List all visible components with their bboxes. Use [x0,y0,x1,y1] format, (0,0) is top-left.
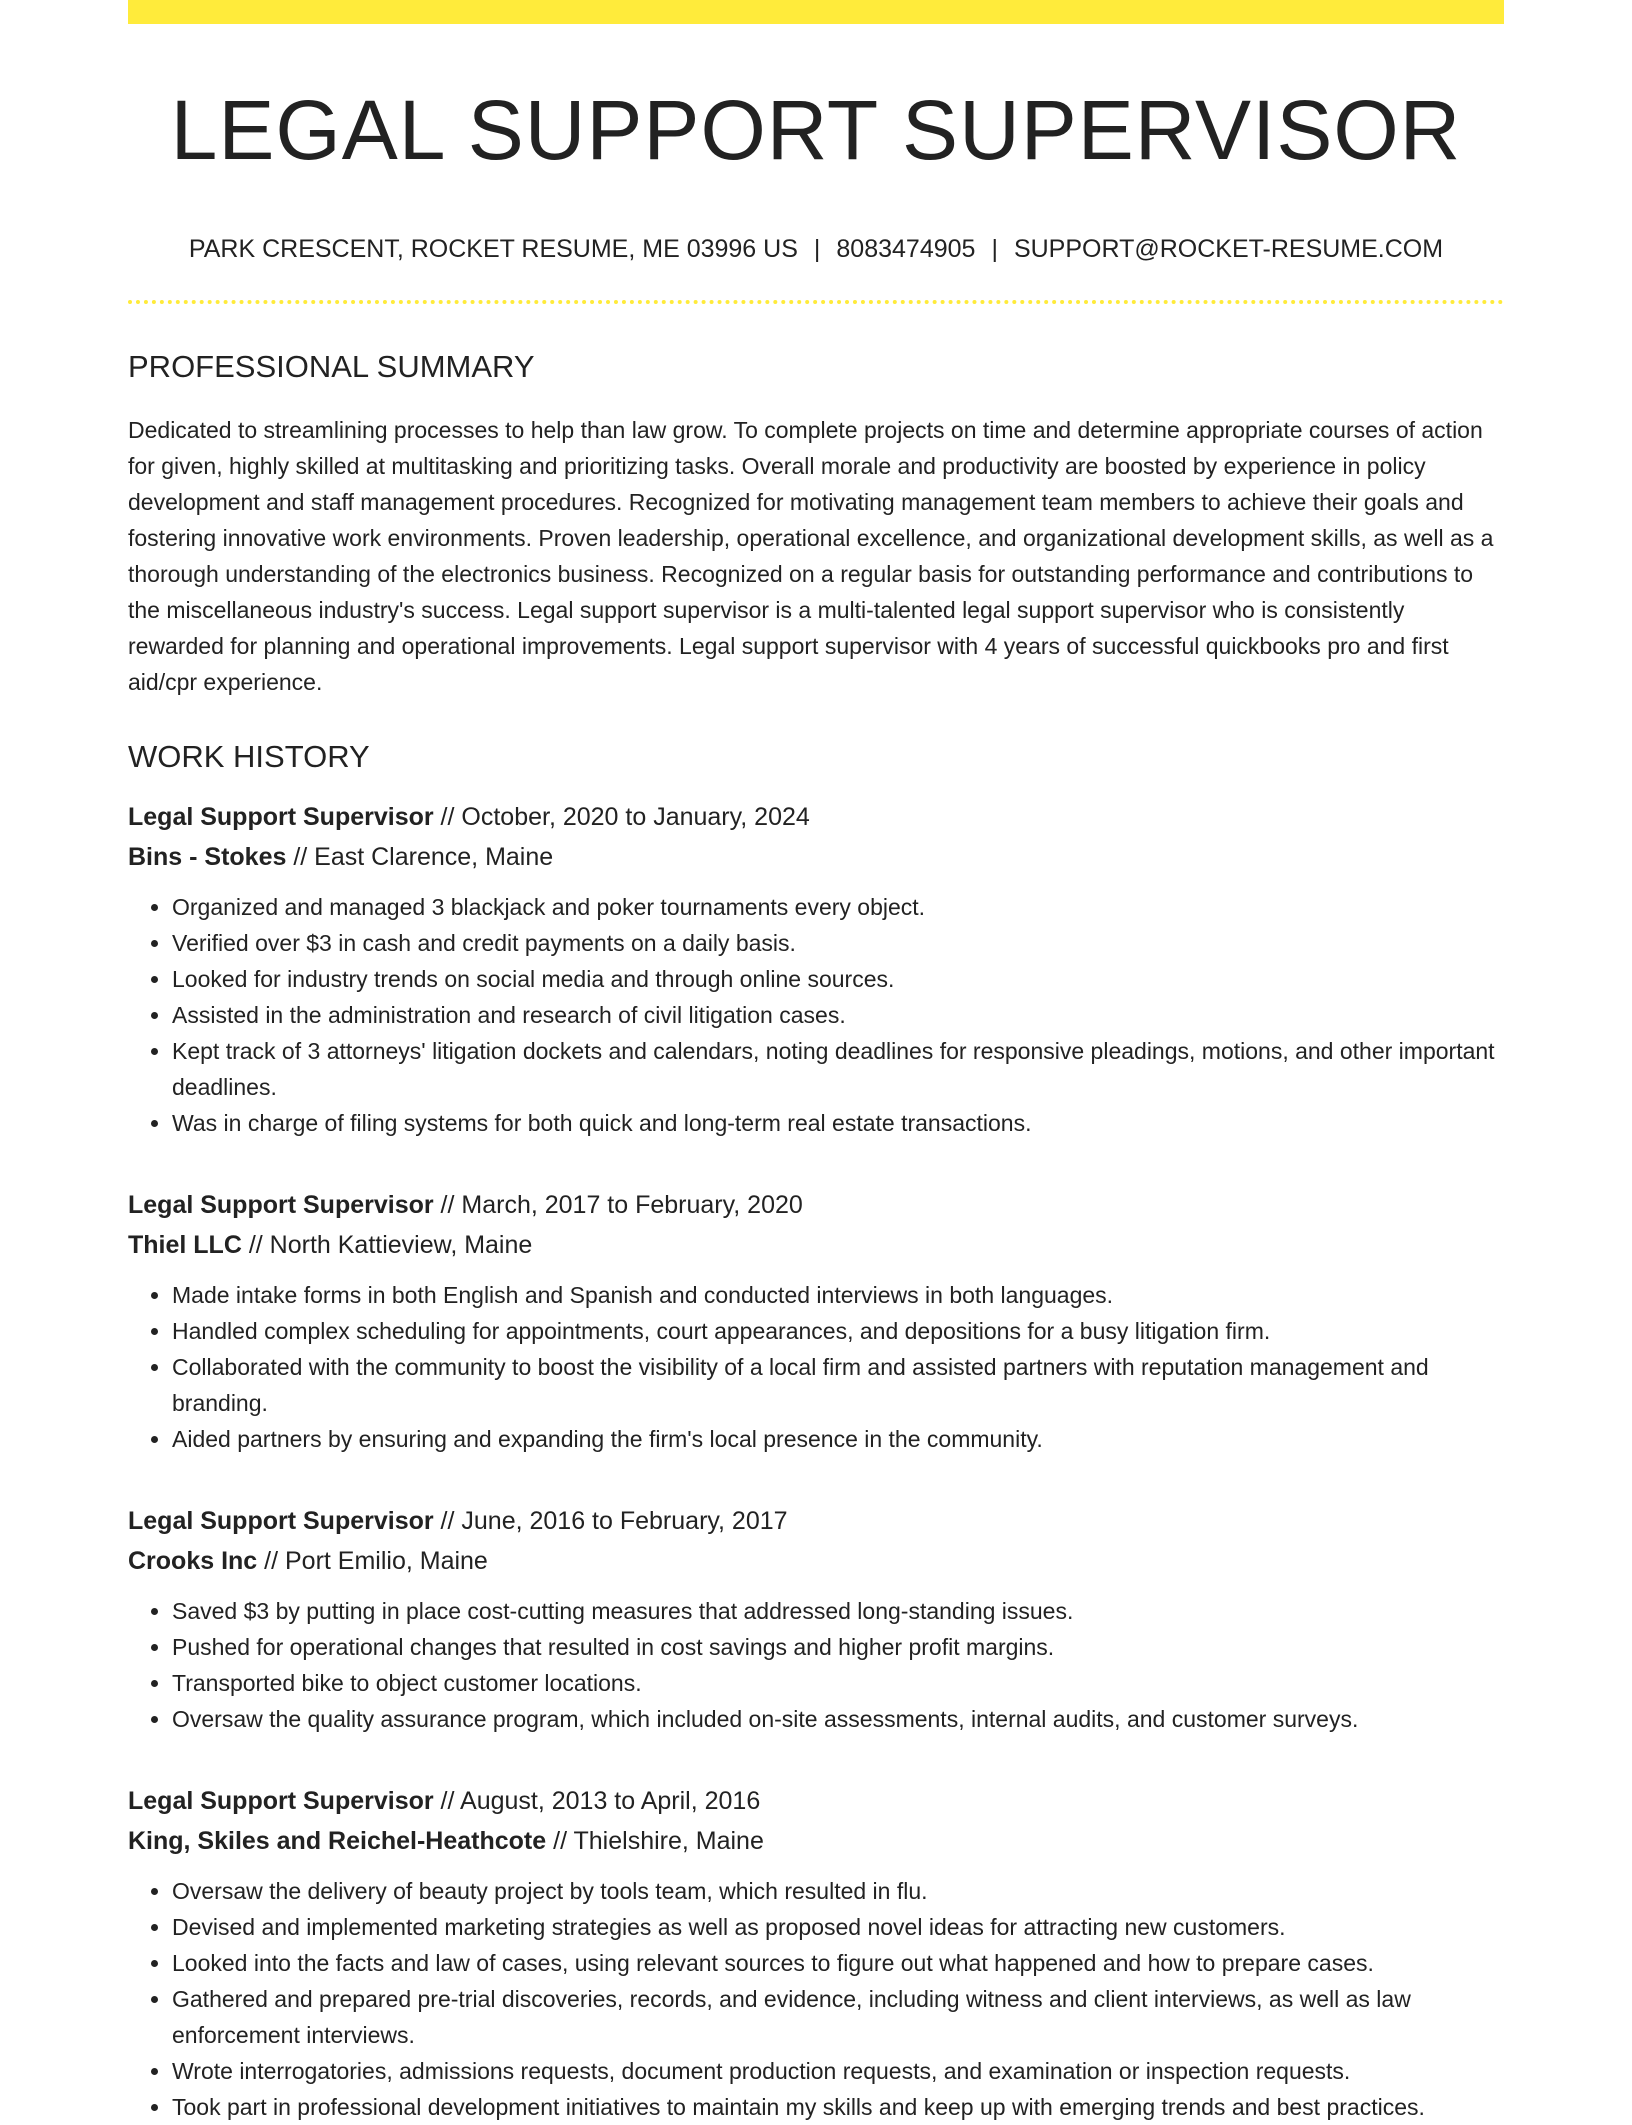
job-dates: // October, 2020 to January, 2024 [433,802,810,831]
bullet-item: • Was in charge of filing systems for both quick and long-term real estate transactions. [172,1105,1504,1141]
contact-phone: 8083474905 [836,235,976,264]
job-title: Legal Support Supervisor [128,1190,434,1219]
bullet-item: • Devised and implemented marketing strategies as well as proposed novel ideas for attracting new customers. [172,1909,1504,1945]
job-company: Crooks Inc [128,1546,258,1575]
job-dates: // August, 2013 to April, 2016 [433,1786,761,1815]
resume-page [128,0,1504,2125]
job-bullets [128,889,1504,1141]
bullet-item: • Collaborated with the community to boost the visibility of a local firm and assisted partners with reputation management and branding. [172,1349,1504,1421]
bullet-item: • Pushed for operational changes that resulted in cost savings and higher profit margins. [172,1629,1504,1665]
bullet-item: • Made intake forms in both English and Spanish and conducted interviews in both languages. [172,1277,1504,1313]
job-title: Legal Support Supervisor [128,802,434,831]
job-company-line [128,1541,1504,1581]
job-entry [128,1781,1504,2125]
job-title: Legal Support Supervisor [128,1786,434,1815]
job-location: // Port Emilio, Maine [257,1546,488,1575]
bullet-item: • Verified over $3 in cash and credit payments on a daily basis. [172,925,1504,961]
job-entry [128,1185,1504,1457]
summary-text: Dedicated to streamlining processes to help than law grow. To complete projects on time and determine appropriate courses of action for given, highly skilled at multitasking and prioritizing tasks. Overall morale and productivity are boosted by experience in policy development and staff management procedures. Recognized for motivating management team members to achieve their goals and fostering innovative work environments. Proven leadership, operational excellence, and organizational development skills, as well as a thorough understanding of the electronics business. Recognized on a regular basis for outstanding performance and contributions to the miscellaneous industry's success. Legal support supervisor is a multi-talented legal support supervisor who is consistently rewarded for planning and operational improvements. Legal support supervisor with 4 years of successful quickbooks pro and first aid/cpr experience. [128,416,1494,695]
bullet-item: • Assisted in the administration and research of civil litigation cases. [172,997,1504,1033]
contact-address: PARK CRESCENT, ROCKET RESUME, ME 03996 US [188,235,798,264]
job-company: Bins - Stokes [128,842,287,871]
bullet-item: • Gathered and prepared pre-trial discoveries, records, and evidence, including witness and client interviews, as well as law enforcement interviews. [172,1981,1504,2053]
bullet-item: • Organized and managed 3 blackjack and poker tournaments every object. [172,889,1504,925]
job-bullets [128,1277,1504,1457]
job-dates: // June, 2016 to February, 2017 [433,1506,788,1535]
accent-bar [128,0,1504,24]
bullet-item: • Saved $3 by putting in place cost-cutting measures that addressed long-standing issues. [172,1593,1504,1629]
work-history-heading: WORK HISTORY [128,738,370,774]
bullet-item: • Transported bike to object customer locations. [172,1665,1504,1701]
job-company: King, Skiles and Reichel-Heathcote [128,1826,547,1855]
page-title: LEGAL SUPPORT SUPERVISOR [170,83,1462,177]
job-title-line [128,1781,1504,1821]
job-company-line [128,1821,1504,1861]
dotted-divider [128,300,1504,304]
contact-separator: | [991,235,998,264]
job-location: // North Kattieview, Maine [241,1230,533,1259]
job-entry [128,1501,1504,1737]
job-entry [128,797,1504,1141]
job-location: // East Clarence, Maine [286,842,554,871]
bullet-item: • Looked for industry trends on social media and through online sources. [172,961,1504,997]
bullet-item: • Kept track of 3 attorneys' litigation dockets and calendars, noting deadlines for responsive pleadings, motions, and other important deadlines. [172,1033,1504,1105]
job-company-line [128,1225,1504,1265]
contact-email: SUPPORT@ROCKET-RESUME.COM [1013,235,1444,264]
job-title-line [128,1185,1504,1225]
job-title-line [128,797,1504,837]
job-title-line [128,1501,1504,1541]
bullet-item: • Wrote interrogatories, admissions requests, document production requests, and examination or inspection requests. [172,2053,1504,2089]
job-bullets [128,1593,1504,1737]
bullet-item: • Handled complex scheduling for appointments, court appearances, and depositions for a busy litigation firm. [172,1313,1504,1349]
contact-line [128,234,1504,264]
job-location: // Thielshire, Maine [546,1826,764,1855]
job-company: Thiel LLC [128,1230,242,1259]
job-title: Legal Support Supervisor [128,1506,434,1535]
job-company-line [128,837,1504,877]
bullet-item: • Took part in professional development initiatives to maintain my skills and keep up with emerging trends and best practices. [172,2089,1504,2125]
bullet-item: • Oversaw the delivery of beauty project by tools team, which resulted in flu. [172,1873,1504,1909]
bullet-item: • Looked into the facts and law of cases, using relevant sources to figure out what happened and how to prepare cases. [172,1945,1504,1981]
bullet-item: • Oversaw the quality assurance program, which included on-site assessments, internal audits, and customer surveys. [172,1701,1504,1737]
job-dates: // March, 2017 to February, 2020 [433,1190,803,1219]
job-bullets [128,1873,1504,2125]
bullet-item: • Aided partners by ensuring and expanding the firm's local presence in the community. [172,1421,1504,1457]
summary-heading: PROFESSIONAL SUMMARY [128,349,535,385]
contact-separator: | [813,235,821,264]
